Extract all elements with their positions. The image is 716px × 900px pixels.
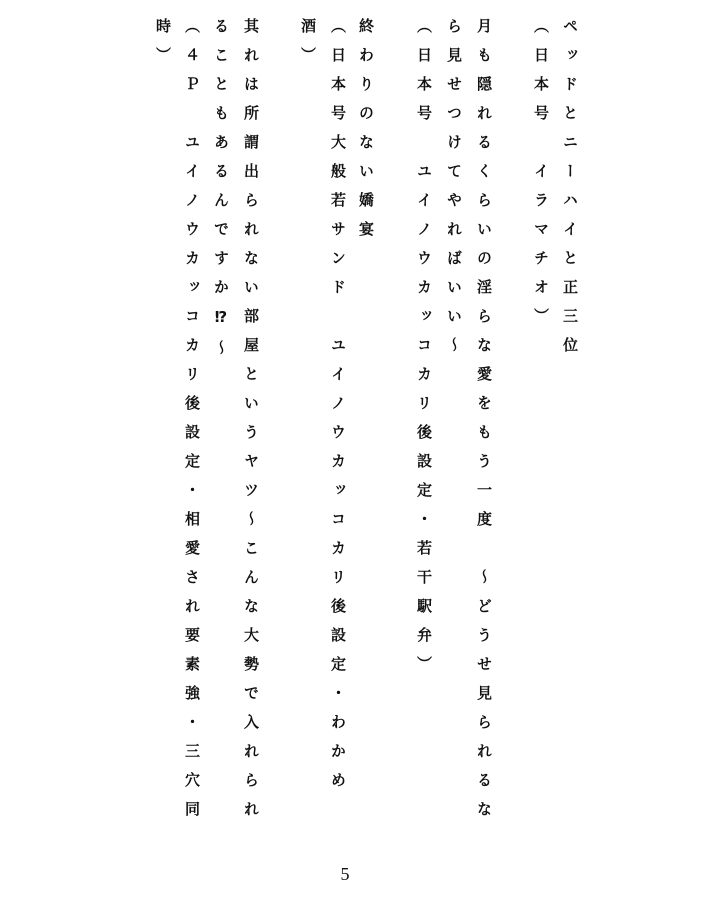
subtitle-line-4: （４Ｐ ユイノウカッコカリ後設定・相愛され要素強・三穴同 <box>183 18 201 830</box>
subtitle-line-4-cont: 時） <box>154 18 172 76</box>
title-line-2: 月も隠れるくらいの淫らな愛をもう一度 〜どうせ見られるな <box>475 18 493 830</box>
title-line-4: 其れは所謂出られない部屋というヤツ〜こんな大勢で入れられ <box>242 18 260 830</box>
subtitle-line-3-cont: 酒） <box>299 18 317 76</box>
title-line-1: ペッドとニーハイと正三位 <box>561 18 579 366</box>
subtitle-line-3: （日本号大般若サンド ユイノウカッコカリ後設定・わかめ <box>329 18 347 801</box>
subtitle-line-2: （日本号 ユイノウカッコカリ後設定・若干駅弁） <box>415 18 433 685</box>
title-line-2-cont: ら見せつけてやればいい〜 <box>445 18 463 366</box>
title-line-3: 終わりのない嬌宴 <box>357 18 375 250</box>
page-number: 5 <box>340 864 350 884</box>
subtitle-line-1: （日本号 イラマチオ） <box>532 18 550 337</box>
title-line-4-cont: ることもあるんですか⁉〜 <box>212 18 230 369</box>
